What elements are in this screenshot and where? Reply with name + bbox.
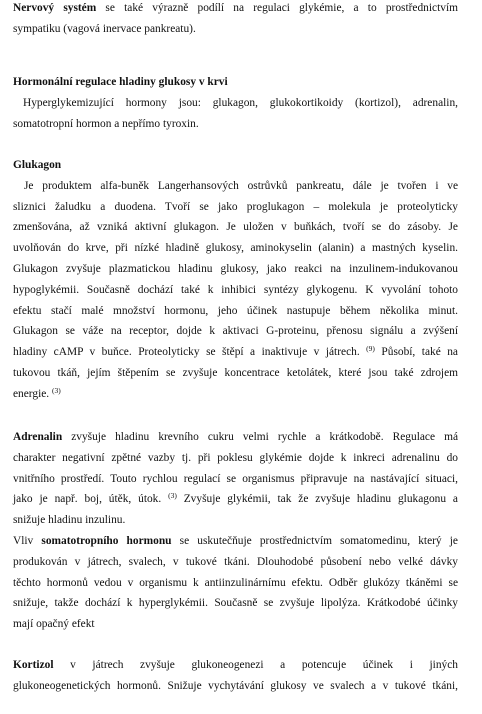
somatotropni-line-2: produkován v játrech, svalech, v tukové tkáni. Dlouhodobé působení nebo velké dávky: [13, 555, 458, 568]
reference-3: (3): [168, 491, 177, 501]
kortizol-line-2: glukoneogenetických hormonů. Snižuje vychytávání glukosy ve svalech a v tukové tkáni,: [13, 679, 458, 692]
glukagon-line-9: [13, 342, 458, 363]
intro-term: Nervový systém: [13, 2, 97, 14]
somatotropni-line-4: snižuje, takže dochází k hyperglykémii. Současně se zvyšuje lipolýza. Krátkodobé účinky: [13, 597, 458, 610]
reference-3: (3): [52, 385, 61, 395]
glukagon-line-11-text: energie.: [13, 387, 50, 400]
intro-line-2: sympatiku (vagová inervace pankreatu).: [13, 22, 196, 35]
somatotropni-line-3: těchto hormonů vedou v organismu k antiinzulinárnímu efektu. Odběr glukózy tkáněmi se: [13, 576, 458, 589]
glukagon-line-10: tukovou tkáň, jejím štěpením se zvyšuje koncentrace ketolátek, které jsou také zdrojem: [13, 366, 458, 379]
adrenalin-term: Adrenalin: [13, 431, 63, 443]
hormonal-section: [13, 72, 458, 134]
glukagon-line: Glukagon zvyšuje plazmatickou hladinu glukosy, jako reakci na inzulinem-indukovanou: [13, 262, 458, 275]
somatotropni-section: [13, 531, 458, 635]
glukagon-line: sliznici žaludku a duodena. Tvoří se jako proglukagon – molekula je proteolyticky: [13, 200, 458, 213]
glukagon-heading: Glukagon: [13, 159, 62, 171]
kortizol-section: [13, 655, 458, 697]
glukagon-line: hypoglykémii. Současně dochází také k inhibici syntézy glykogenu. K vyvolání tohoto: [13, 283, 458, 296]
intro-line-1: [13, 0, 458, 19]
somatotropni-term: somatotropního hormonu: [41, 535, 172, 547]
glukagon-section: [13, 155, 458, 405]
glukagon-line-9-rest: Působí, také na: [374, 346, 458, 359]
intro-line-1-text: se také výrazně podílí na regulaci glykémie, a to prostřednictvím: [96, 2, 458, 14]
somatotropni-line-1: [13, 531, 458, 552]
glukagon-line: zmenšována, až vzniká aktivní glukagon. Je uložen v buňkách, tvoří se do zásoby. Je: [13, 221, 458, 234]
glukagon-line: efektu stačí malé množství hormonu, jeho účinek nastupuje během několika minut.: [13, 304, 458, 317]
adrenalin-line-4: [13, 489, 458, 510]
kortizol-term: Kortizol: [13, 659, 54, 671]
hormonal-heading: Hormonální regulace hladiny glukosy v krvi: [13, 76, 228, 88]
adrenalin-line-5: snižuje hladinu inzulinu.: [13, 514, 126, 527]
intro-paragraph: [13, 0, 458, 40]
hormonal-line-2: somatotropní hormon a nepřímo tyroxin.: [13, 117, 199, 130]
glukagon-line: Glukagon se váže na receptor, dojde k aktivaci G-proteinu, přenosu signálu a zvýšení: [13, 325, 458, 338]
somatotropni-line-1-start: Vliv: [13, 535, 42, 547]
adrenalin-line-1: [13, 427, 458, 448]
adrenalin-line-3: vnitřního prostředí. Touto rychlou regulací se organismus připravuje na nastávající situaci,: [13, 472, 458, 485]
somatotropni-line-5: mají opačný efekt: [13, 618, 95, 631]
kortizol-line-1: [13, 655, 458, 676]
glukagon-line: uvolňován do krve, při nízké hladině glukosy, aminokyselin (alanin) a mastných kyselin.: [13, 242, 458, 255]
adrenalin-section: [13, 427, 458, 531]
hormonal-line-1: Hyperglykemizující hormony jsou: glukagon, glukokortikoidy (kortizol), adrenalin,: [23, 96, 458, 109]
glukagon-line-9-text: hladiny cAMP v buňce. Proteolyticky se štěpí a inaktivuje v játrech.: [13, 346, 360, 359]
reference-9: (9): [366, 344, 375, 354]
adrenalin-line-4-rest: Zvyšuje glykémii, tak že zvyšuje hladinu glukagonu a: [176, 493, 458, 506]
adrenalin-line-1-text: zvyšuje hladinu krevního cukru velmi rychle a krátkodobě. Regulace má: [62, 431, 458, 443]
glukagon-line: Je produktem alfa-buněk Langerhansových ostrůvků pankreatu, dále je tvořen i ve: [24, 179, 458, 192]
adrenalin-line-2: charakter negativní zpětné vazby tj. při poklesu glykémie dojde k inkreci adrenalinu do: [13, 451, 458, 464]
somatotropni-line-1-rest: se uskutečňuje prostřednictvím somatomedinu, který je: [171, 535, 458, 547]
glukagon-line-11: [13, 384, 458, 405]
adrenalin-line-4-text: jako je např. boj, útěk, útok.: [13, 493, 162, 506]
kortizol-line-1-text: v játrech zvyšuje glukoneogenezi a potencuje účinek i jiných: [53, 659, 458, 671]
